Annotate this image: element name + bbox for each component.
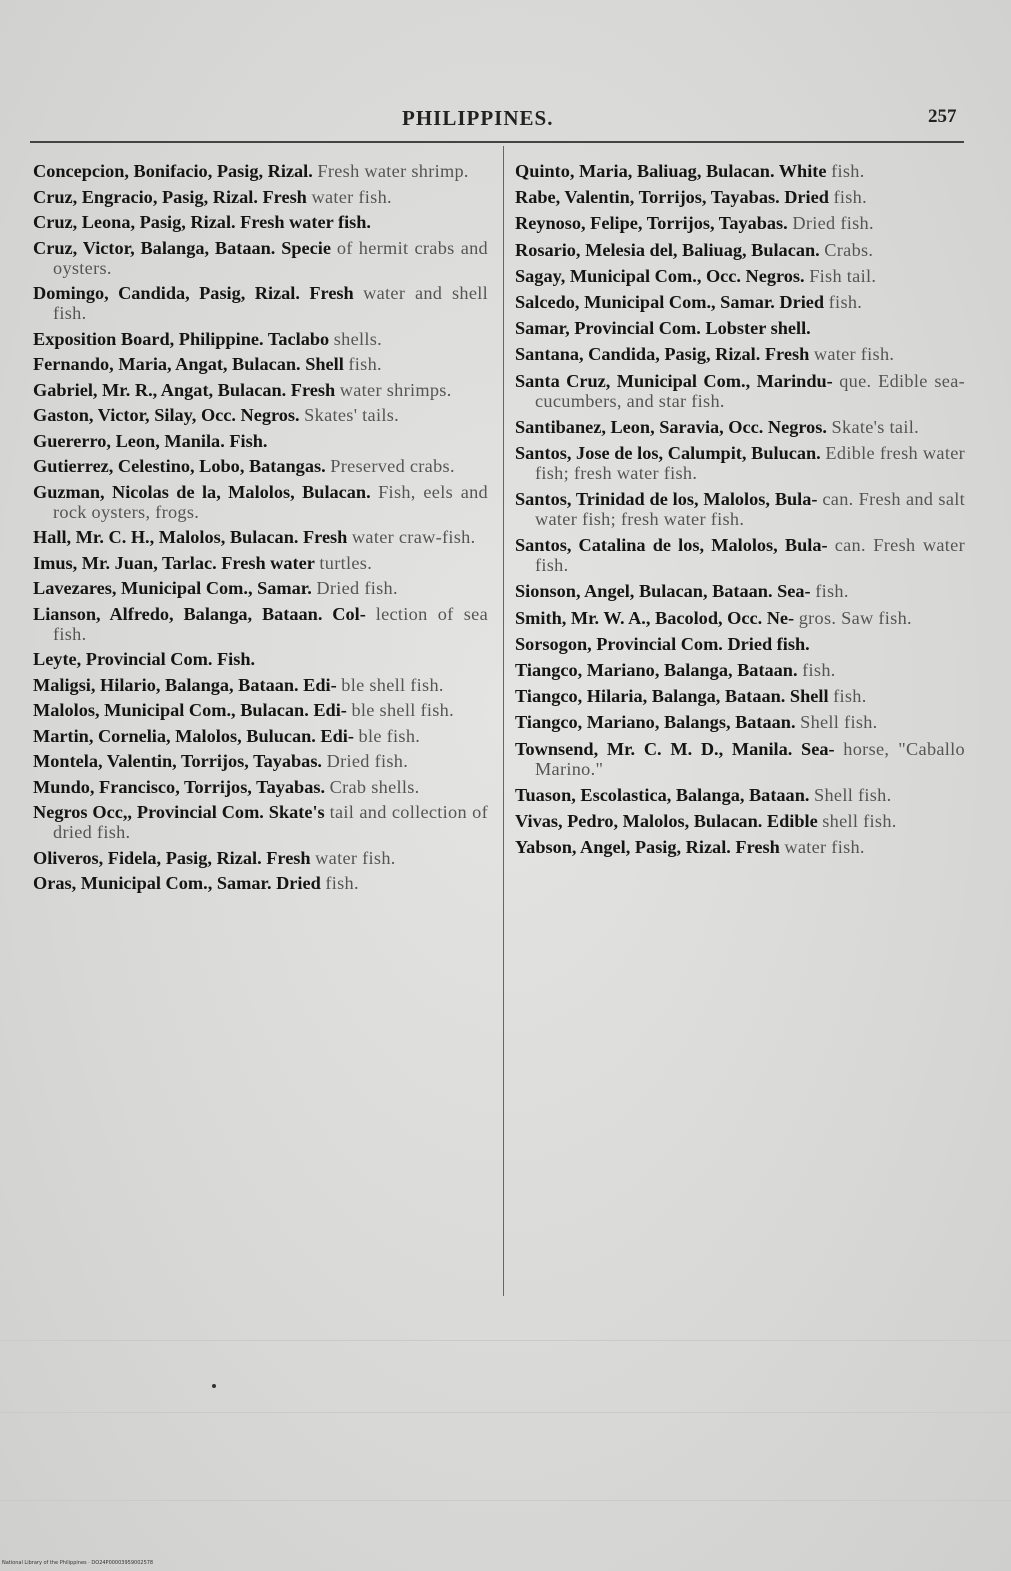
exhibitor-entry: [515, 371, 965, 411]
exhibitor-name: Exposition Board, Philippine. Taclabo: [33, 328, 330, 349]
exhibitor-entry: [33, 751, 488, 771]
page-crease: [0, 1412, 1011, 1413]
exhibitor-name: Tiangco, Mariano, Balangs, Bataan.: [515, 712, 796, 733]
exhibit-description: fish.: [828, 291, 863, 312]
exhibitor-name: Santos, Trinidad de los, Malolos, Bula-: [515, 489, 818, 510]
exhibit-description: shells.: [333, 328, 383, 349]
exhibitor-name: Lianson, Alfredo, Balanga, Bataan. Col-: [33, 603, 366, 624]
exhibit-description: water fish.: [315, 847, 396, 868]
exhibit-description: Shell fish.: [814, 784, 892, 805]
exhibit-description: can. Fresh and salt water fish; fresh water fish.: [535, 489, 965, 530]
page-header: [0, 104, 1011, 138]
exhibitor-entry: [515, 739, 965, 779]
exhibitor-entry: [515, 785, 965, 805]
exhibit-description: Edible fresh water fish; fresh water fish.: [535, 442, 965, 483]
exhibit-description: Fish, eels and rock oysters, frogs.: [53, 481, 488, 522]
exhibit-description: que. Edible sea-cucumbers, and star fish.: [535, 370, 965, 411]
column-divider: [503, 146, 504, 1296]
running-head: PHILIPPINES.: [402, 106, 554, 130]
exhibitor-name: Santana, Candida, Pasig, Rizal. Fresh: [515, 344, 810, 365]
exhibitor-entry: [33, 700, 488, 720]
exhibitor-name: Santa Cruz, Municipal Com., Marindu-: [515, 370, 833, 391]
exhibitor-name: Cruz, Engracio, Pasig, Rizal. Fresh: [33, 186, 307, 207]
exhibitor-name: Cruz, Victor, Balanga, Bataan. Specie: [33, 237, 331, 258]
exhibitor-entry: [515, 318, 965, 338]
exhibit-description: fish.: [831, 161, 865, 181]
exhibitor-name: Hall, Mr. C. H., Malolos, Bulacan. Fresh: [33, 527, 348, 547]
exhibit-description: water and shell fish.: [53, 283, 488, 323]
exhibit-description: fish.: [325, 873, 359, 893]
exhibitor-name: Quinto, Maria, Baliuag, Bulacan. White: [515, 161, 827, 181]
exhibit-description: water shrimps.: [339, 379, 452, 400]
exhibitor-entry: [33, 456, 488, 476]
exhibitor-entry: [33, 283, 488, 323]
ink-speck: [212, 1384, 216, 1388]
exhibitor-entry: [33, 675, 488, 695]
header-rule: [30, 141, 964, 143]
exhibitor-entry: [515, 608, 965, 628]
exhibit-description: water fish.: [813, 344, 895, 365]
exhibitor-name: Tiangco, Mariano, Balanga, Bataan.: [515, 660, 798, 680]
exhibitor-name: Malolos, Municipal Com., Bulacan. Edi-: [33, 700, 347, 720]
exhibit-description: of hermit crabs and oysters.: [53, 237, 488, 278]
exhibitor-entry: [515, 187, 965, 207]
exhibitor-entry: [33, 329, 488, 349]
exhibitor-name: Santos, Jose de los, Calumpit, Bulucan.: [515, 442, 821, 463]
exhibit-description: fish.: [815, 581, 849, 602]
exhibit-description: Crabs.: [824, 239, 874, 260]
exhibitor-entry: [515, 213, 965, 233]
exhibit-description: fish.: [833, 187, 867, 208]
exhibitor-entry: [33, 649, 488, 669]
exhibitor-entry: [515, 161, 965, 181]
exhibitor-entry: [515, 240, 965, 260]
exhibitor-name: Yabson, Angel, Pasig, Rizal. Fresh: [515, 837, 780, 858]
exhibit-description: Preserved crabs.: [330, 456, 455, 476]
exhibitor-name: Negros Occ,, Provincial Com. Skate's: [33, 802, 325, 822]
exhibitor-name: Oras, Municipal Com., Samar. Dried: [33, 873, 321, 893]
exhibit-description: ble fish.: [358, 725, 421, 746]
exhibitor-name: Tiangco, Hilaria, Balanga, Bataan. Shell: [515, 686, 829, 707]
exhibitor-entry: [515, 489, 965, 529]
exhibit-description: fish.: [348, 354, 382, 374]
exhibit-description: shell fish.: [822, 810, 897, 831]
left-column: [33, 161, 488, 899]
exhibitor-entry: [33, 848, 488, 868]
exhibitor-entry: [33, 777, 488, 797]
exhibitor-name: Rabe, Valentin, Torrijos, Tayabas. Dried: [515, 187, 829, 208]
exhibitor-name: Martin, Cornelia, Malolos, Bulucan. Edi-: [33, 725, 354, 746]
exhibitor-name: Domingo, Candida, Pasig, Rizal. Fresh: [33, 283, 354, 303]
exhibit-description: turtles.: [319, 552, 373, 573]
exhibit-description: Fish tail.: [809, 265, 877, 286]
exhibitor-name: Reynoso, Felipe, Torrijos, Tayabas.: [515, 213, 788, 234]
exhibitor-entry: [33, 212, 488, 232]
exhibitor-name: Leyte, Provincial Com. Fish.: [33, 649, 256, 669]
exhibitor-entry: [33, 802, 488, 842]
exhibitor-entry: [515, 581, 965, 601]
exhibitor-name: Montela, Valentin, Torrijos, Tayabas.: [33, 751, 323, 771]
exhibitor-name: Cruz, Leona, Pasig, Rizal. Fresh water fish.: [33, 212, 372, 232]
exhibitor-name: Mundo, Francisco, Torrijos, Tayabas.: [33, 776, 326, 797]
exhibitor-name: Gaston, Victor, Silay, Occ. Negros.: [33, 405, 300, 425]
exhibitor-entry: [33, 238, 488, 278]
exhibitor-entry: [33, 578, 488, 598]
page-crease: [0, 1500, 1011, 1501]
exhibitor-name: Sionson, Angel, Bulacan, Bataan. Sea-: [515, 581, 811, 602]
exhibitor-name: Samar, Provincial Com. Lobster shell.: [515, 318, 811, 339]
exhibitor-entry: [33, 405, 488, 425]
exhibitor-name: Santos, Catalina de los, Malolos, Bula-: [515, 535, 828, 556]
exhibit-description: Dried fish.: [316, 578, 398, 598]
exhibit-description: Crab shells.: [329, 776, 420, 797]
exhibit-description: Skate's tail.: [831, 416, 919, 437]
exhibit-description: fish.: [833, 686, 867, 707]
exhibitor-name: Salcedo, Municipal Com., Samar. Dried: [515, 291, 825, 312]
exhibit-description: Skates' tails.: [304, 405, 400, 425]
exhibitor-name: Rosario, Melesia del, Baliuag, Bulacan.: [515, 239, 820, 260]
scan-credit: National Library of the Philippines · DO24P00003959002578: [2, 1560, 154, 1566]
exhibitor-entry: [515, 712, 965, 732]
exhibit-description: gros. Saw fish.: [798, 607, 912, 628]
exhibitor-name: Vivas, Pedro, Malolos, Bulacan. Edible: [515, 810, 818, 831]
exhibit-description: ble shell fish.: [351, 700, 454, 720]
exhibitor-entry: [33, 553, 488, 573]
exhibitor-entry: [515, 292, 965, 312]
exhibitor-name: Imus, Mr. Juan, Tarlac. Fresh water: [33, 552, 315, 573]
exhibitor-name: Gabriel, Mr. R., Angat, Bulacan. Fresh: [33, 379, 336, 400]
exhibitor-name: Fernando, Maria, Angat, Bulacan. Shell: [33, 354, 344, 374]
exhibitor-entry: [515, 660, 965, 680]
exhibitor-entry: [515, 535, 965, 575]
exhibitor-entry: [33, 604, 488, 644]
exhibitor-entry: [515, 634, 965, 654]
exhibitor-entry: [515, 837, 965, 857]
exhibit-description: tail and collection of dried fish.: [53, 802, 488, 842]
exhibitor-entry: [33, 482, 488, 522]
exhibitor-entry: [515, 266, 965, 286]
exhibitor-entry: [33, 431, 488, 451]
exhibitor-name: Sagay, Municipal Com., Occ. Negros.: [515, 265, 805, 286]
exhibitor-entry: [515, 811, 965, 831]
page-number: 257: [928, 106, 957, 127]
exhibitor-name: Maligsi, Hilario, Balanga, Bataan. Edi-: [33, 674, 337, 695]
exhibitor-name: Guererro, Leon, Manila. Fish.: [33, 430, 268, 451]
exhibitor-name: Townsend, Mr. C. M. D., Manila. Sea-: [515, 738, 835, 759]
exhibitor-name: Concepcion, Bonifacio, Pasig, Rizal.: [33, 161, 313, 181]
exhibitor-entry: [33, 354, 488, 374]
exhibitor-entry: [33, 726, 488, 746]
exhibitor-name: Tuason, Escolastica, Balanga, Bataan.: [515, 784, 810, 805]
exhibitor-entry: [33, 380, 488, 400]
page-crease: [0, 1340, 1011, 1341]
exhibitor-entry: [515, 344, 965, 364]
exhibit-description: water craw-fish.: [351, 527, 476, 547]
exhibit-description: water fish.: [311, 186, 392, 207]
exhibitor-entry: [515, 417, 965, 437]
exhibit-description: Shell fish.: [800, 712, 878, 733]
exhibitor-name: Gutierrez, Celestino, Lobo, Batangas.: [33, 456, 326, 476]
exhibitor-entry: [515, 443, 965, 483]
exhibit-description: fish.: [802, 660, 836, 680]
exhibitor-name: Sorsogon, Provincial Com. Dried fish.: [515, 633, 810, 654]
exhibitor-entry: [515, 686, 965, 706]
exhibit-description: lection of sea fish.: [53, 603, 488, 644]
exhibitor-name: Oliveros, Fidela, Pasig, Rizal. Fresh: [33, 847, 311, 868]
exhibitor-name: Lavezares, Municipal Com., Samar.: [33, 578, 312, 598]
exhibitor-name: Smith, Mr. W. A., Bacolod, Occ. Ne-: [515, 607, 795, 628]
exhibit-description: can. Fresh water fish.: [535, 535, 965, 576]
exhibit-description: Dried fish.: [792, 213, 874, 234]
exhibitor-name: Santibanez, Leon, Saravia, Occ. Negros.: [515, 416, 827, 437]
exhibitor-entry: [33, 161, 488, 181]
exhibit-description: water fish.: [784, 837, 865, 858]
exhibitor-entry: [33, 527, 488, 547]
right-column: [515, 161, 965, 863]
exhibit-description: ble shell fish.: [341, 674, 444, 695]
exhibit-description: Dried fish.: [326, 751, 409, 771]
exhibitor-entry: [33, 187, 488, 207]
exhibitor-name: Guzman, Nicolas de la, Malolos, Bulacan.: [33, 481, 371, 502]
exhibit-description: horse, "Caballo Marino.": [535, 738, 965, 779]
exhibit-description: Fresh water shrimp.: [317, 161, 469, 181]
exhibitor-entry: [33, 873, 488, 893]
